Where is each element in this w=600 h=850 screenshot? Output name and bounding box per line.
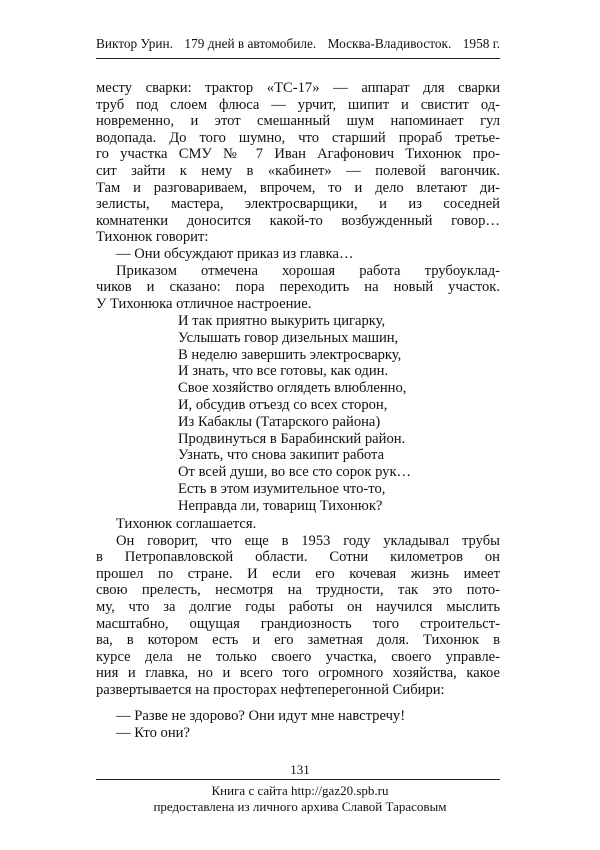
para1-line: Тихонюк говорит: bbox=[96, 229, 209, 246]
para4-line: в Петропавловской области. Сотни километров он bbox=[96, 549, 500, 566]
dialog-line: — Разве не здорово? Они идут мне навстречу! bbox=[116, 708, 406, 724]
para1-line: Там и разговариваем, впрочем, то и дело влетают ди- bbox=[96, 179, 500, 196]
footer-credit-line: предоставлена из личного архива Славой Тарасовым bbox=[153, 799, 447, 814]
footer-source-line: Книга с сайта http://gaz20.spb.ru bbox=[211, 783, 389, 798]
page-number: 131 bbox=[290, 762, 310, 777]
poem bbox=[178, 313, 411, 515]
header-year: 1958 г. bbox=[462, 36, 500, 51]
running-header bbox=[96, 36, 500, 52]
dialog bbox=[96, 708, 500, 742]
poem-line: И так приятно выкурить цигарку, bbox=[178, 313, 386, 329]
para1-line: труб под слоем флюса — урчит, шипит и свистит од- bbox=[96, 96, 500, 113]
poem-line: Продвинуться в Барабинский район. bbox=[178, 430, 406, 447]
para1-line: месту сварки: трактор «ТС-17» — аппарат для сварки bbox=[96, 80, 500, 96]
poem-line: Свое хозяйство оглядеть влюбленно, bbox=[178, 380, 407, 397]
header-author: Виктор Урин. bbox=[96, 36, 173, 51]
poem-line: Услышать говор дизельных машин, bbox=[178, 329, 399, 346]
para1-line: го участка СМУ № 7 Иван Агафонович Тихонюк про- bbox=[96, 146, 500, 163]
para4-line: свою прелесть, несмотря на трудности, так это пото- bbox=[96, 582, 500, 599]
para4-line: масштабно, ощущая грандиозность того строительст- bbox=[96, 615, 500, 632]
continued-text bbox=[96, 516, 500, 699]
poem-line: От всей души, во все сто сорок рук… bbox=[178, 464, 412, 481]
poem-line: В неделю завершить электросварку, bbox=[178, 346, 402, 363]
footer-divider bbox=[96, 779, 500, 780]
para1-line: сит зайти к нему в «кабинет» — полевой вагончик. bbox=[96, 162, 500, 179]
main-text bbox=[96, 80, 500, 312]
para4-line: развертывается на просторах нефтеперегонной Сибири: bbox=[96, 681, 445, 698]
para4-line: ния и главка, но и всего того огромного хозяйства, какое bbox=[96, 665, 500, 682]
footer bbox=[0, 783, 600, 815]
para1-line: комнатенки доносится какой-то возбужденный говор… bbox=[96, 212, 500, 229]
para3-line: Тихонюк соглашается. bbox=[116, 516, 257, 532]
para4-line: ва, в котором есть и его заметная доля. Тихонюк в bbox=[96, 632, 500, 649]
para2-line: У Тихонюка отличное настроение. bbox=[96, 295, 312, 312]
header-divider bbox=[96, 58, 500, 59]
poem-line: Неправда ли, товарищ Тихонюк? bbox=[178, 497, 383, 514]
poem-line: Есть в этом изумительное что-то, bbox=[178, 480, 386, 497]
para1-line: водопада. До того шумно, что старший прораб третье- bbox=[96, 129, 500, 146]
para1-line: новременно, и этот смешанный шум напоминает гул bbox=[96, 113, 500, 130]
dialog-line: — Кто они? bbox=[116, 724, 190, 741]
para4-line: курсе дела не только своего участка, своего управле- bbox=[96, 648, 500, 665]
poem-line: И знать, что все готовы, как один. bbox=[178, 363, 389, 380]
para4-line: прошел по стране. И если его кочевая жизнь имеет bbox=[96, 565, 500, 582]
para1-line: зелисты, мастера, электросварщики, и из соседней bbox=[96, 196, 500, 213]
quote-line: — Они обсуждают приказ из главка… bbox=[116, 245, 354, 262]
para2-line: Приказом отмечена хорошая работа трубоуклад- bbox=[116, 262, 500, 279]
poem-line: Из Кабаклы (Татарского района) bbox=[178, 413, 381, 430]
poem-line: Узнать, что снова закипит работа bbox=[178, 447, 385, 464]
poem-line: И, обсудив отъезд со всех сторон, bbox=[178, 396, 388, 413]
para2-line: чиков и сказано: пора переходить на новый участок. bbox=[96, 279, 500, 296]
para4-line: му, что за долгие годы работы он научился мыслить bbox=[96, 598, 500, 615]
header-title: 179 дней в автомобиле. bbox=[184, 36, 317, 51]
para4-line: Он говорит, что еще в 1953 году укладывал трубы bbox=[116, 532, 500, 549]
header-route: Москва-Владивосток. bbox=[327, 36, 452, 51]
